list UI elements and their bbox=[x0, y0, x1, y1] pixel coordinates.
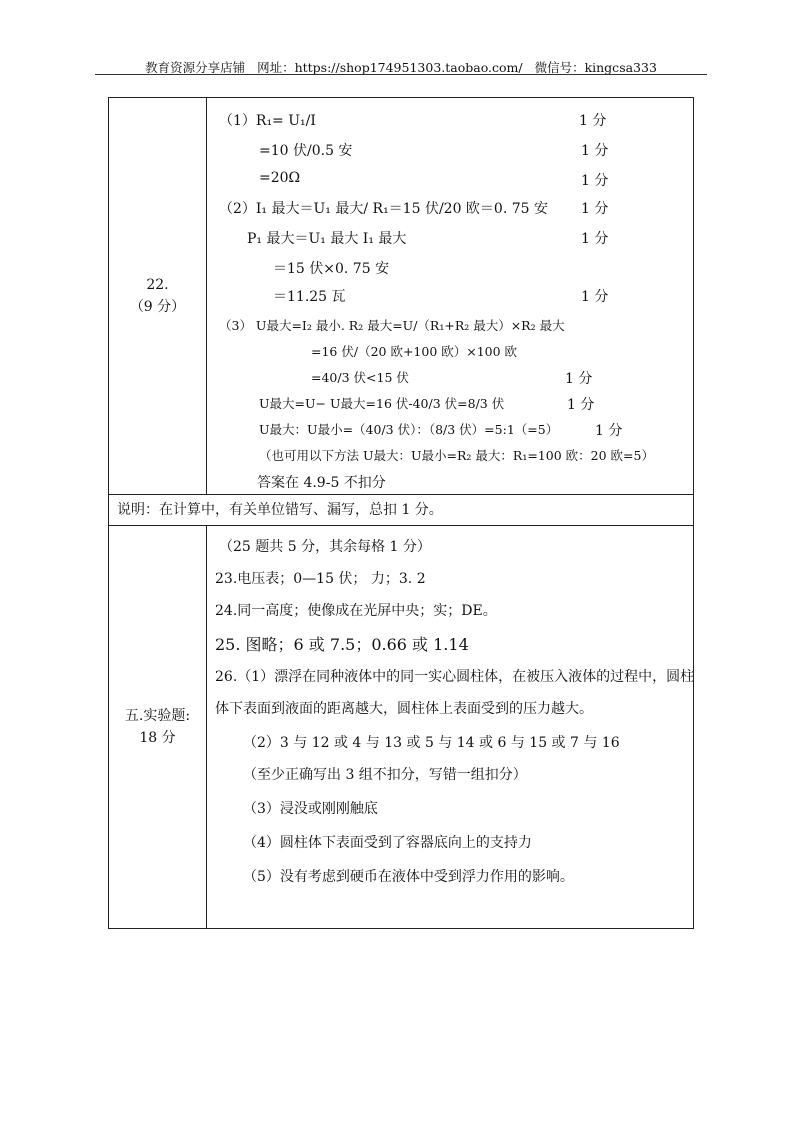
s5-line-7: （2）3 与 12 或 4 与 13 或 5 与 14 或 6 与 15 或 7 与 16 bbox=[243, 735, 620, 751]
q22-score-1: 1 分 bbox=[579, 113, 607, 129]
q22-line-2: =10 伏/0.5 安 bbox=[259, 143, 353, 159]
section5-answer-cell bbox=[207, 526, 694, 929]
q22-score-2: 1 分 bbox=[581, 143, 609, 159]
q22-line-12: U最大：U最小=（40/3 伏）：（8/3 伏）=5:1（=5） bbox=[259, 422, 559, 437]
section5-title: 五.实验题: bbox=[124, 708, 191, 724]
shop-name: 教育资源分享店铺 bbox=[145, 60, 246, 75]
answer-table bbox=[108, 97, 694, 929]
q22-line-1: （1）R₁= U₁/I bbox=[219, 113, 316, 129]
q22-line-8: （3） U最大=I₂ 最小. R₂ 最大=U/（R₁+R₂ 最大）×R₂ 最大 bbox=[219, 318, 565, 333]
q22-line-3: =20Ω bbox=[259, 170, 301, 186]
q22-answers bbox=[207, 98, 693, 494]
row-note bbox=[109, 495, 694, 526]
s5-line-10: （4）圆柱体下表面受到了容器底向上的支持力 bbox=[243, 835, 532, 851]
s5-line-11: （5）没有考虑到硬币在液体中受到浮力作用的影响。 bbox=[243, 869, 574, 885]
s5-line-8: （至少正确写出 3 组不扣分，写错一组扣分） bbox=[243, 767, 527, 783]
q22-answer-cell bbox=[207, 98, 694, 495]
s5-line-9: （3）浸没或刚刚触底 bbox=[243, 801, 378, 817]
q22-score-11: 1 分 bbox=[567, 397, 595, 413]
s5-line-6: 体下表面到液面的距离越大，圆柱体上表面受到的压力越大。 bbox=[215, 701, 593, 717]
s5-line-1: （25 题共 5 分，其余每格 1 分） bbox=[219, 539, 431, 555]
section5-points: 18 分 bbox=[139, 730, 176, 746]
header-rule bbox=[95, 74, 707, 75]
row-q22 bbox=[109, 98, 694, 495]
q22-points: （9 分） bbox=[129, 299, 186, 315]
note-cell: 说明：在计算中，有关单位错写、漏写，总扣 1 分。 bbox=[109, 495, 694, 526]
q22-score-3: 1 分 bbox=[581, 173, 609, 189]
section5-answers bbox=[207, 526, 693, 928]
q22-line-7: ＝11.25 瓦 bbox=[273, 289, 346, 305]
q22-line-9: =16 伏/（20 欧+100 欧）×100 欧 bbox=[311, 344, 518, 359]
q22-line-14: 答案在 4.9-5 不扣分 bbox=[257, 475, 386, 491]
s5-line-4: 25. 图略；6 或 7.5；0.66 或 1.14 bbox=[215, 635, 469, 654]
row-section5 bbox=[109, 526, 694, 929]
q22-line-10: =40/3 伏<15 伏 bbox=[311, 370, 409, 385]
shop-url: 网址：https://shop174951303.taobao.com/ bbox=[257, 60, 523, 75]
wechat-id: 微信号：kingcsa333 bbox=[534, 60, 657, 75]
section5-label-cell bbox=[109, 526, 207, 929]
s5-line-2: 23.电压表；0—15 伏； 力；3. 2 bbox=[215, 571, 426, 587]
q22-line-13: （也可用以下方法 U最大：U最小=R₂ 最大：R₁=100 欧：20 欧=5） bbox=[259, 448, 654, 463]
q22-number: 22. bbox=[146, 277, 169, 293]
q22-score-5: 1 分 bbox=[581, 231, 609, 247]
s5-line-5: 26.（1）漂浮在同种液体中的同一实心圆柱体，在被压入液体的过程中，圆柱 bbox=[215, 669, 695, 685]
q22-line-4: （2）I₁ 最大＝U₁ 最大/ R₁＝15 伏/20 欧＝0. 75 安 bbox=[219, 201, 548, 217]
q22-score-4: 1 分 bbox=[581, 201, 609, 217]
q22-score-12: 1 分 bbox=[595, 423, 623, 439]
q22-score-7: 1 分 bbox=[581, 289, 609, 305]
q22-label-cell bbox=[109, 98, 207, 495]
s5-line-3: 24.同一高度；使像成在光屏中央；实；DE。 bbox=[215, 603, 497, 619]
q22-score-10: 1 分 bbox=[565, 371, 593, 387]
q22-line-6: ＝15 伏×0. 75 安 bbox=[273, 261, 390, 277]
q22-line-11: U最大=U− U最大=16 伏-40/3 伏=8/3 伏 bbox=[259, 396, 505, 411]
q22-line-5: P₁ 最大＝U₁ 最大 I₁ 最大 bbox=[247, 231, 407, 247]
